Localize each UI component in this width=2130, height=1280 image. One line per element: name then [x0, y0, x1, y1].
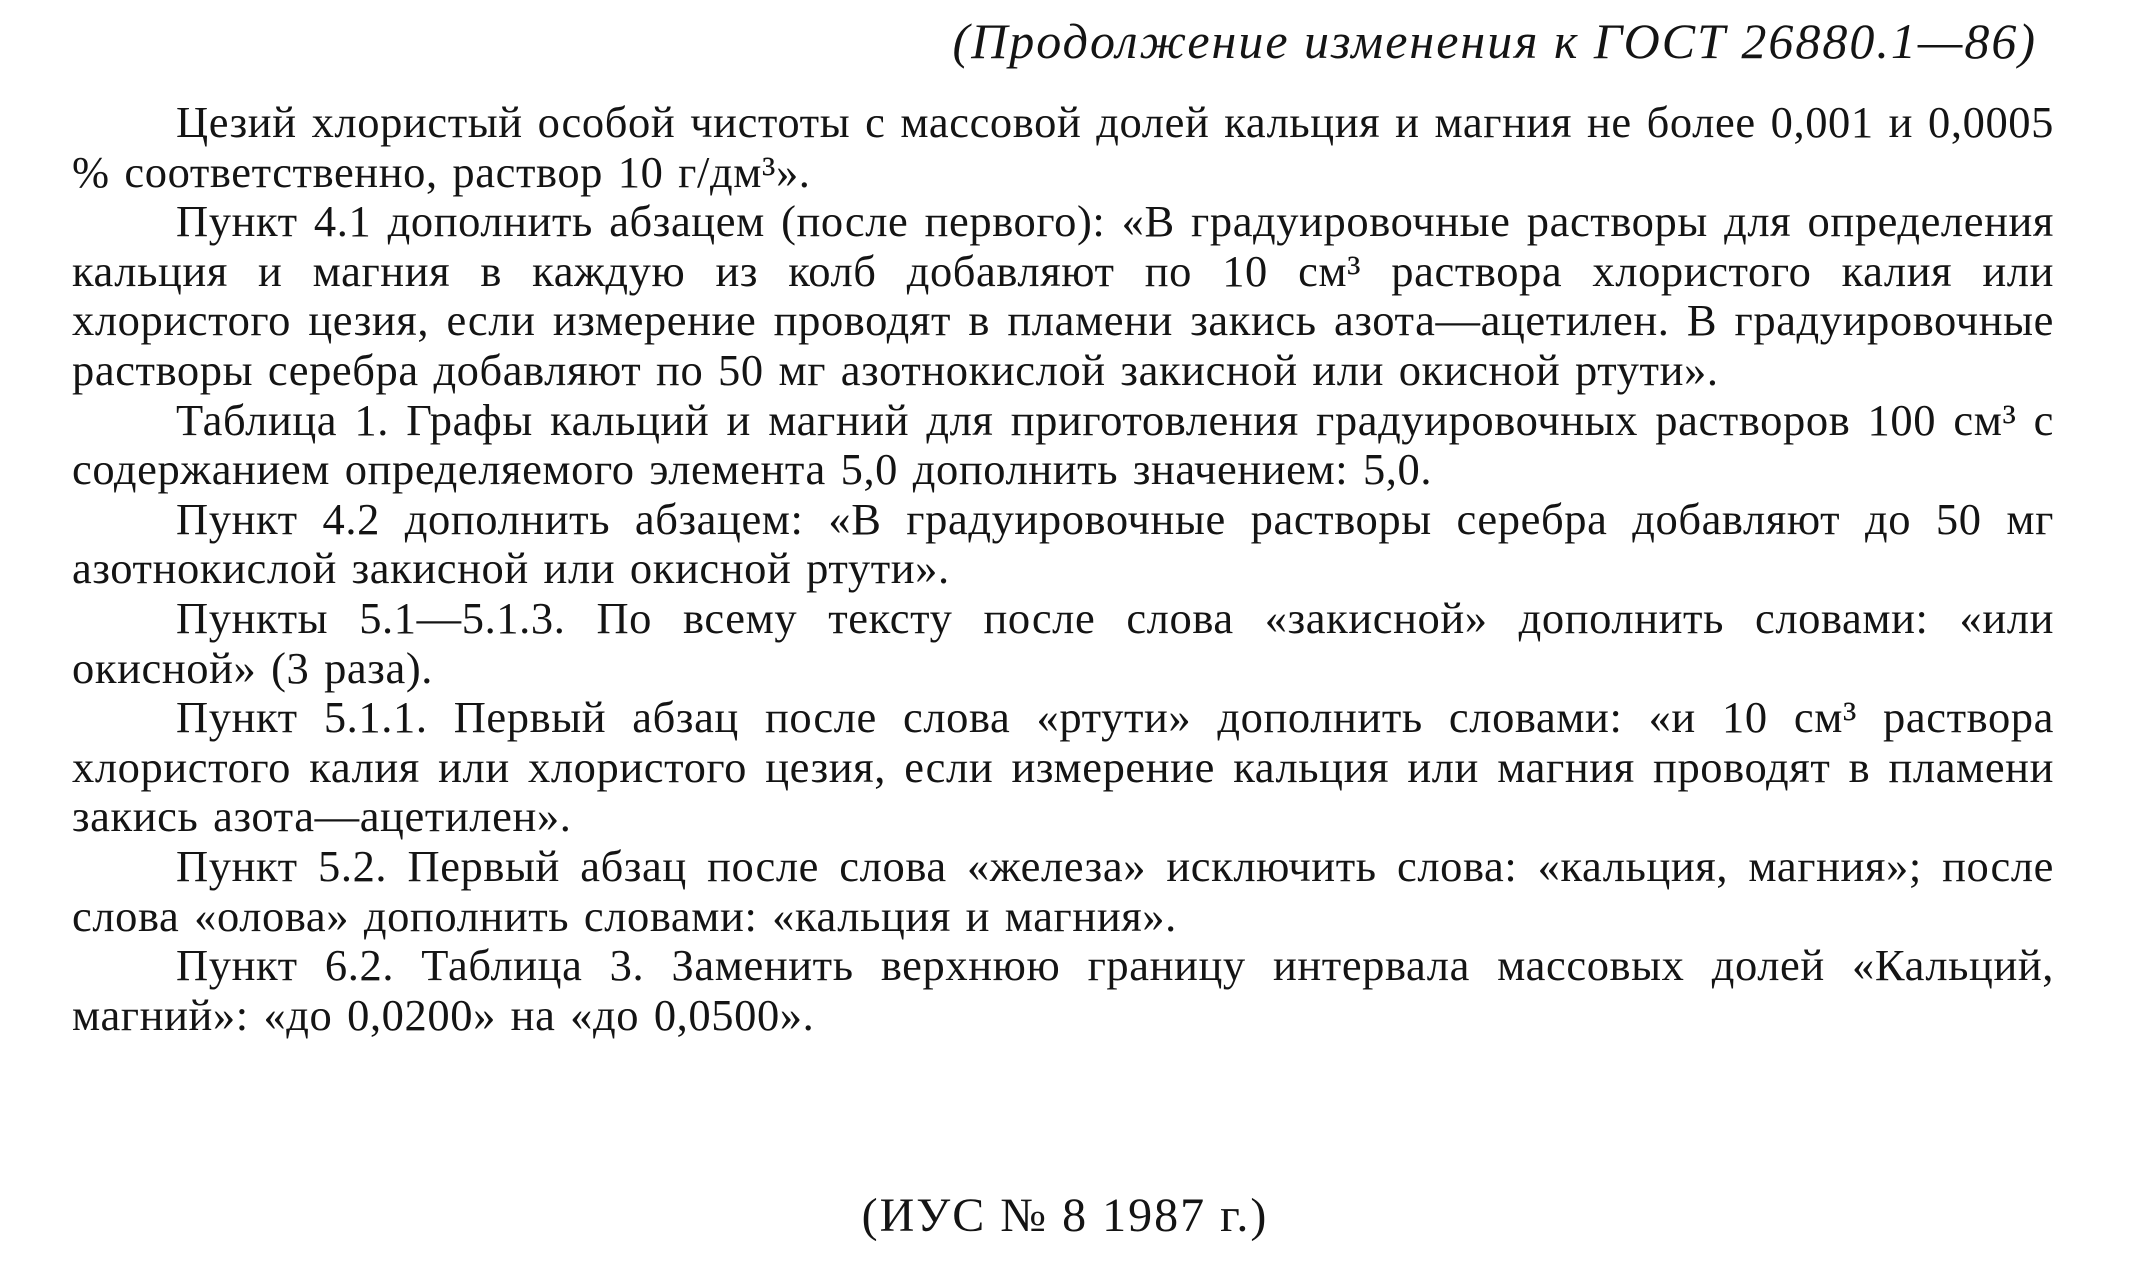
paragraph-item-5-1-1: Пункт 5.1.1. Первый абзац после слова «ртути» дополнить словами: «и 10 см³ раствора хлористого калия или хлористого цезия, если измерение кальция или магния проводят в пламени закись азота—ацетилен». [72, 692, 2054, 842]
paragraph-table-1: Таблица 1. Графы кальций и магний для приготовления градуировочных растворов 100 см³ с содержанием определяемого элемента 5,0 дополнить значением: 5,0. [72, 394, 2054, 495]
paragraph-item-6-2: Пункт 6.2. Таблица 3. Заменить верхнюю границу интервала массовых долей «Кальций, магний»: «до 0,0200» на «до 0,0500». [72, 940, 2054, 1040]
paragraph-item-4-1: Пункт 4.1 дополнить абзацем (после первого): «В градуировочные растворы для определения кальция и магния в каждую из колб добавляют по 10 см³ раствора хлористого калия или хлористого цезия, если измерение проводят в пламени закись азота—ацетилен. В градуировочные растворы серебра добавляют по 50 мг азотнокислой закисной или окисной ртути». [72, 196, 2054, 395]
source-reference: (ИУС № 8 1987 г.) [861, 1189, 1269, 1242]
paragraph-items-5-1-to-5-1-3: Пункты 5.1—5.1.3. По всему тексту после слова «закисной» дополнить словами: «или окисной» (3 раза). [72, 592, 2054, 693]
paragraph-item-4-2: Пункт 4.2 дополнить абзацем: «В градуировочные растворы серебра добавляют до 50 мг азотнокислой закисной или окисной ртути». [72, 493, 2054, 594]
paragraph-cesium-chloride: Цезий хлористый особой чистоты с массовой долей кальция и магния не более 0,001 и 0,0005 % соответственно, раствор 10 г/дм³». [72, 97, 2054, 197]
amendment-text [72, 98, 2054, 1040]
continuation-header: (Продолжение изменения к ГОСТ 26880.1—86) [952, 13, 2037, 69]
paragraph-item-5-2: Пункт 5.2. Первый абзац после слова «железа» исключить слова: «кальция, магния»; после слова «олова» дополнить словами: «кальция и магния». [72, 840, 2054, 941]
